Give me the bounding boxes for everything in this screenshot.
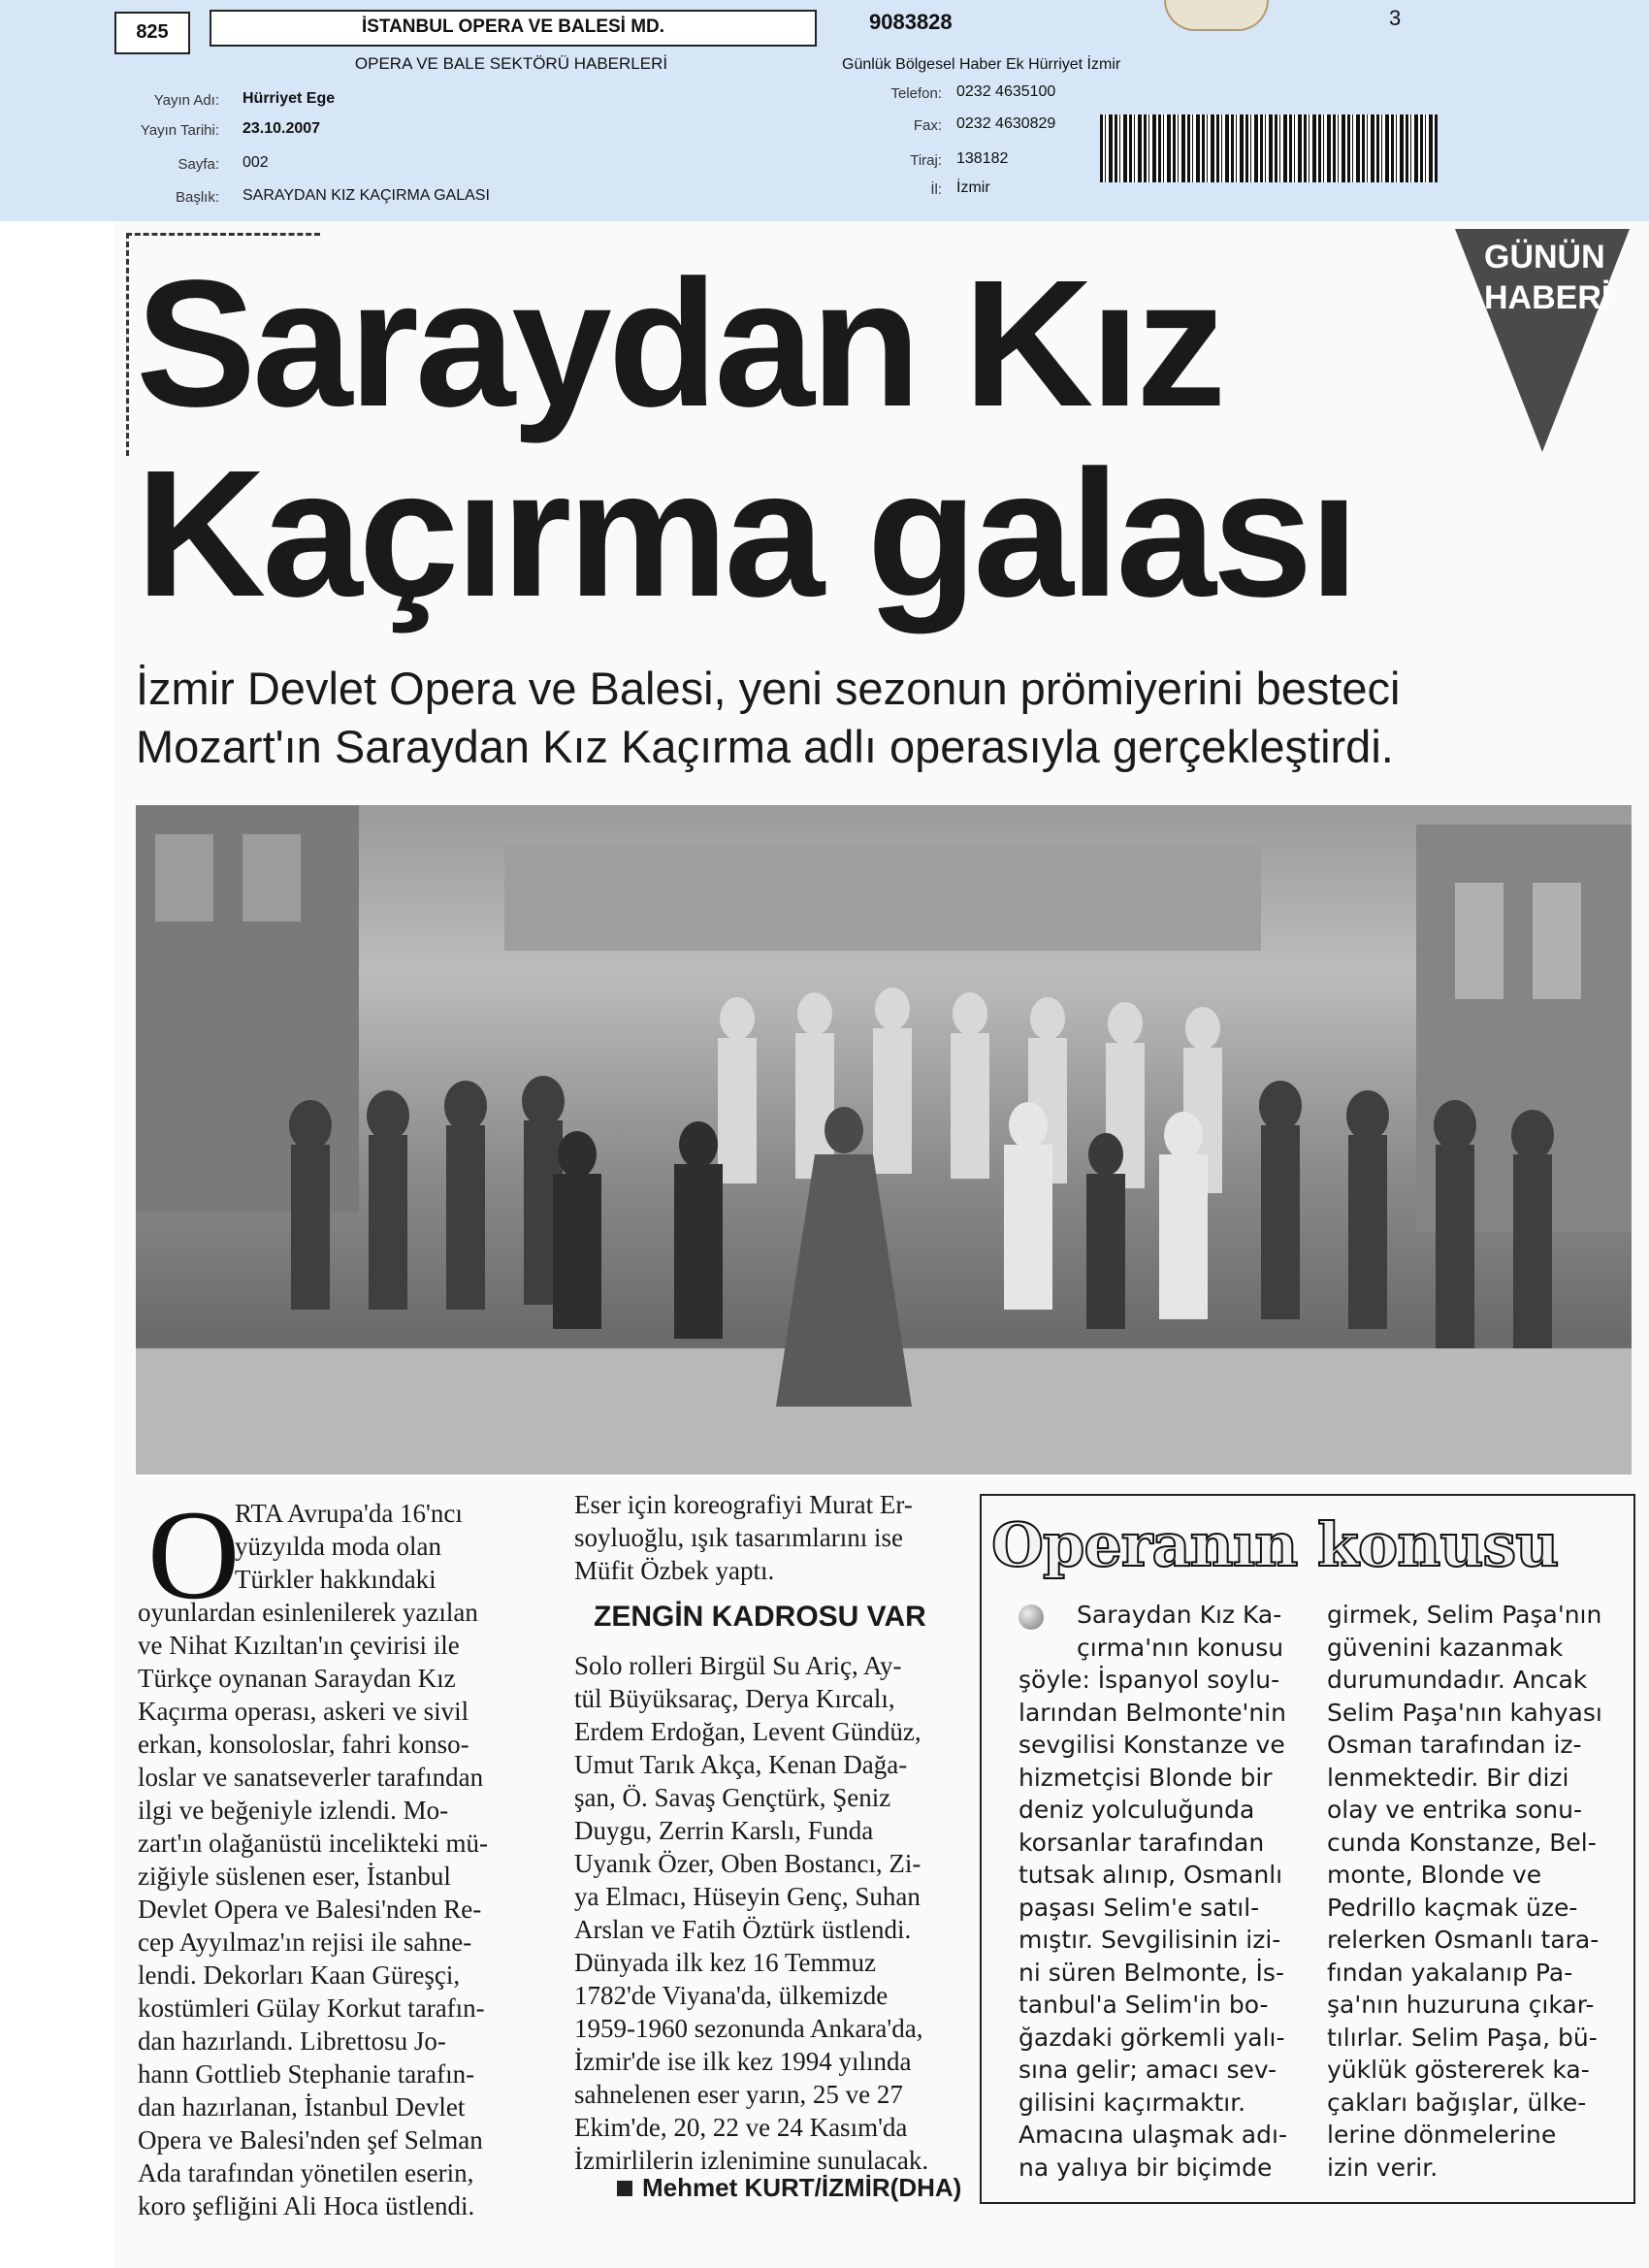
text-line: sahnelenen eser yarın, 25 ve 27	[574, 2080, 903, 2109]
badge-line-2: HABERİ	[1484, 279, 1611, 316]
text-line: tılırlar. Selim Paşa, bü-	[1327, 2023, 1598, 2052]
text-line: na yalıya bir biçimde	[1018, 2153, 1273, 2182]
text-line: koro şefliğini Ali Hoca üstlendi.	[138, 2191, 475, 2220]
text-line: izin verir.	[1327, 2153, 1439, 2182]
meta-label: Yayın Tarihi:	[140, 122, 219, 139]
headline-line-1: Saraydan Kız	[136, 243, 1223, 444]
text-line: tutsak alınıp, Osmanlı	[1018, 1861, 1283, 1889]
text-line: İzmirlilerin izlenimine sunulacak.	[574, 2146, 929, 2175]
text-line: fından yakalanıp Pa-	[1327, 1958, 1573, 1987]
text-line: korsanlar tarafından	[1018, 1828, 1265, 1857]
text-line: cep Ayyılmaz'ın rejisi ile sahne-	[138, 1928, 472, 1957]
text-line: paşası Selim'e satıl-	[1018, 1893, 1260, 1922]
text-line: lenmektedir. Bir dizi	[1327, 1763, 1569, 1792]
cut-line	[126, 233, 129, 456]
text-line: çakları bağışlar, ülke-	[1327, 2088, 1587, 2117]
text-line: şa'nın huzuruna çıkar-	[1327, 1991, 1595, 2019]
text-line: loslar ve sanatseverler tarafından	[138, 1763, 484, 1792]
text-line: Pedrillo kaçmak üze-	[1327, 1893, 1578, 1922]
text-line: çırma'nın konusu	[1077, 1633, 1284, 1662]
text-line: ilgi ve beğeniyle izlendi. Mo-	[138, 1796, 449, 1825]
text-line: ziğiyle süslenen eser, İstanbul	[138, 1862, 451, 1891]
text-line: güvenini kazanmak	[1327, 1633, 1564, 1662]
text-line: yüzyılda moda olan	[235, 1532, 441, 1561]
text-line: dan hazırlanan, İstanbul Devlet	[138, 2092, 466, 2122]
text-line: Eser için koreografiyi Murat Er-	[574, 1490, 913, 1519]
text-line: Amacına ulaşmak adı-	[1018, 2121, 1287, 2149]
text-line: Dünyada ilk kez 16 Temmuz	[574, 1948, 877, 1977]
text-line: Umut Tarık Akça, Kenan Dağa-	[574, 1750, 908, 1779]
text-line: tül Büyüksaraç, Derya Kırcalı,	[574, 1684, 895, 1713]
clip-code: 9083828	[869, 10, 953, 34]
contact-label: Telefon:	[890, 85, 942, 102]
text-line: Kaçırma operası, askeri ve sivil	[138, 1697, 469, 1726]
article-column-1-top	[235, 1497, 463, 1596]
text-line: mıştır. Sevgilisinin izi-	[1018, 1926, 1281, 1954]
lead-line-1: İzmir Devlet Opera ve Balesi, yeni sezonun prömiyerini besteci	[136, 663, 1401, 714]
meta-label: Yayın Adı:	[153, 92, 219, 109]
text-line: larından Belmonte'nin	[1018, 1698, 1286, 1727]
text-line: olay ve entrika sonu-	[1327, 1796, 1583, 1824]
text-line: girmek, Selim Paşa'nın	[1327, 1601, 1602, 1629]
text-line: şan, Ö. Savaş Gençtürk, Şeniz	[574, 1783, 891, 1812]
institution-name: İSTANBUL OPERA VE BALESİ MD.	[361, 16, 665, 37]
bullet-square-icon	[617, 2181, 632, 2196]
article-column-2-intro	[574, 1488, 913, 1587]
text-line: Arslan ve Fatih Öztürk üstlendi.	[574, 1915, 912, 1944]
badge-line-1: GÜNÜN	[1484, 239, 1605, 275]
text-line: ya Elmacı, Hüseyin Genç, Suhan	[574, 1882, 921, 1911]
meta-label: Sayfa:	[178, 156, 219, 173]
synopsis-title: Operanın konusu	[991, 1509, 1559, 1580]
category: OPERA VE BALE SEKTÖRÜ HABERLERİ	[354, 54, 668, 73]
synopsis-column-1	[1018, 1599, 1287, 2184]
text-line: tanbul'a Selim'in bo-	[1018, 1991, 1269, 2019]
text-line: dan hazırlandı. Librettosu Jo-	[138, 2026, 446, 2056]
meta-value: Hürriyet Ege	[242, 90, 336, 107]
paper-description: Günlük Bölgesel Haber Ek Hürriyet İzmir	[842, 56, 1121, 73]
contact-label: Fax:	[913, 117, 942, 134]
text-line: Duygu, Zerrin Karslı, Funda	[574, 1816, 874, 1845]
text-line: gilisini kaçırmaktır.	[1018, 2088, 1246, 2117]
drop-cap: O	[147, 1483, 241, 1626]
contact-value: İzmir	[956, 179, 990, 196]
text-line: Saraydan Kız Ka-	[1077, 1601, 1282, 1629]
text-line: soyluoğlu, ışık tasarımlarını ise	[574, 1523, 903, 1552]
article-column-2	[574, 1649, 928, 2177]
text-line: lerine dönmelerine	[1327, 2121, 1557, 2149]
contact-value: 0232 4630829	[956, 115, 1056, 132]
contact-value: 0232 4635100	[956, 83, 1056, 100]
text-line: ni süren Belmonte, İs-	[1018, 1958, 1284, 1987]
text-line: 1959-1960 sezonunda Ankara'da,	[574, 2014, 923, 2043]
seal-icon	[1164, 0, 1269, 31]
text-line: Solo rolleri Birgül Su Ariç, Ay-	[574, 1651, 902, 1680]
text-line: zart'ın olağanüstü incelikteki mü-	[138, 1829, 489, 1858]
text-line: oyunlardan esinlenilerek yazılan	[138, 1598, 478, 1627]
meta-value: 23.10.2007	[242, 120, 321, 137]
text-line: Müfit Özbek yaptı.	[574, 1556, 775, 1585]
meta-label: Başlık:	[175, 189, 219, 206]
institution-box	[210, 10, 817, 47]
lead-line-2: Mozart'ın Saraydan Kız Kaçırma adlı operasıyla gerçekleştirdi.	[136, 721, 1394, 772]
clip-number-box	[114, 12, 190, 54]
synopsis-column-2	[1327, 1599, 1602, 2184]
barcode	[1100, 114, 1438, 182]
stage-scene	[136, 805, 1632, 1474]
text-line: Türkler hakkındaki	[235, 1565, 436, 1594]
text-line: erkan, konsoloslar, fahri konso-	[138, 1730, 469, 1759]
opera-stage-photo	[136, 805, 1632, 1474]
meta-value: SARAYDAN KIZ KAÇIRMA GALASI	[242, 187, 490, 204]
text-line: hann Gottlieb Stephanie tarafın-	[138, 2059, 475, 2089]
text-line: şöyle: İspanyol soylu-	[1018, 1666, 1280, 1694]
page-number: 3	[1389, 6, 1402, 30]
cut-line	[126, 233, 320, 236]
meta-value: 002	[242, 154, 269, 171]
text-line: hizmetçisi Blonde bir	[1018, 1763, 1273, 1792]
headline-line-2: Kaçırma galası	[136, 434, 1356, 634]
text-line: Erdem Erdoğan, Levent Gündüz,	[574, 1717, 922, 1746]
text-line: lendi. Dekorları Kaan Güreşçi,	[138, 1960, 461, 1990]
text-line: 1782'de Viyana'da, ülkemizde	[574, 1981, 889, 2010]
article-column-1	[138, 1596, 488, 2222]
text-line: sevgilisi Konstanze ve	[1018, 1731, 1285, 1759]
text-line: RTA Avrupa'da 16'ncı	[235, 1499, 463, 1528]
text-line: sına gelir; amacı sev-	[1018, 2056, 1277, 2084]
text-line: cunda Konstanze, Bel-	[1327, 1828, 1597, 1857]
contact-label: İl:	[930, 181, 942, 198]
byline: Mehmet KURT/İZMİR(DHA)	[642, 2173, 962, 2202]
text-line: yüklük göstererek ka-	[1327, 2056, 1590, 2084]
text-line: ve Nihat Kızıltan'ın çevirisi ile	[138, 1631, 460, 1660]
contact-value: 138182	[956, 150, 1009, 167]
contact-label: Tiraj:	[910, 152, 942, 169]
text-line: Ekim'de, 20, 22 ve 24 Kasım'da	[574, 2113, 908, 2142]
text-line: durumundadır. Ancak	[1327, 1666, 1588, 1694]
text-line: Türkçe oynanan Saraydan Kız	[138, 1664, 456, 1693]
text-line: Osman tarafından iz-	[1327, 1731, 1582, 1759]
text-line: İzmir'de ise ilk kez 1994 yılında	[574, 2047, 912, 2076]
text-line: deniz yolculuğunda	[1018, 1796, 1255, 1824]
text-line: kostümleri Gülay Korkut tarafın-	[138, 1993, 485, 2023]
text-line: monte, Blonde ve	[1327, 1861, 1542, 1889]
text-line: Selim Paşa'nın kahyası	[1327, 1698, 1602, 1727]
subhead: ZENGİN KADROSU VAR	[594, 1601, 926, 1633]
text-line: ğazdaki görkemli yalı-	[1018, 2023, 1285, 2052]
text-line: relerken Osmanlı tara-	[1327, 1926, 1600, 1954]
text-line: Uyanık Özer, Oben Bostancı, Zi-	[574, 1849, 922, 1878]
clip-number: 825	[136, 21, 169, 43]
text-line: Devlet Opera ve Balesi'nden Re-	[138, 1895, 482, 1924]
text-line: Ada tarafından yönetilen eserin,	[138, 2158, 474, 2187]
text-line: Opera ve Balesi'nden şef Selman	[138, 2125, 483, 2155]
